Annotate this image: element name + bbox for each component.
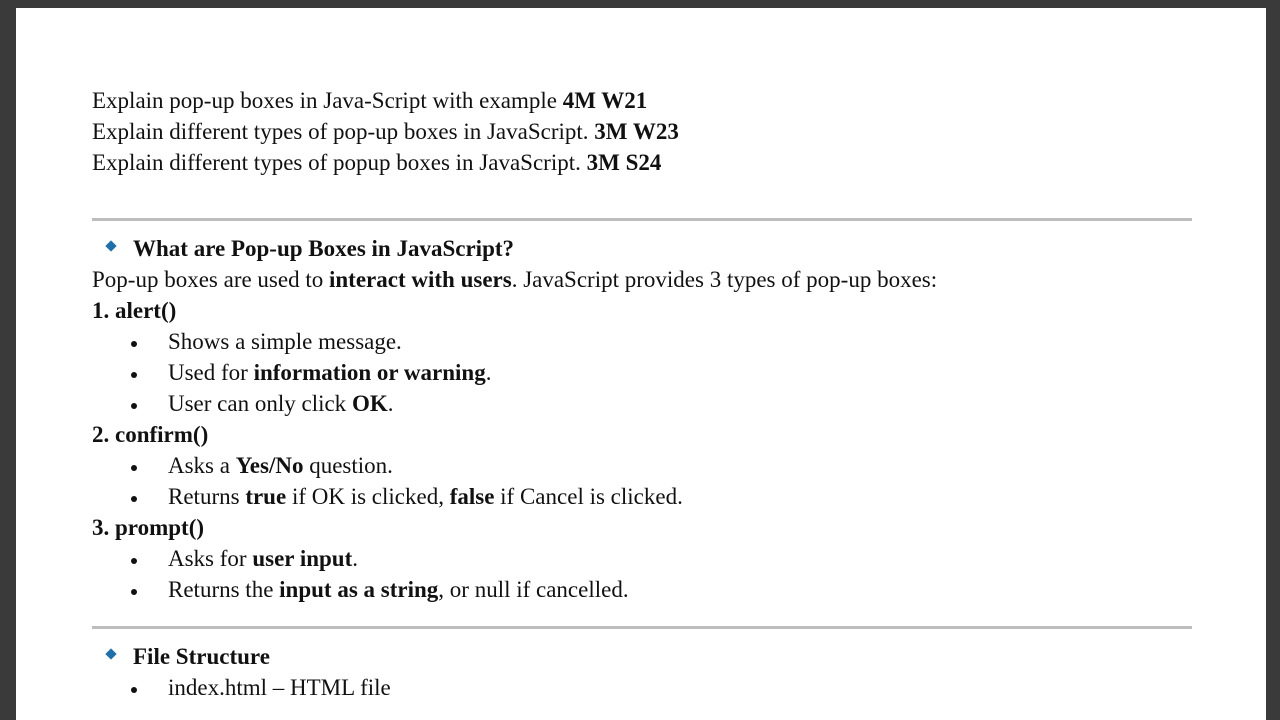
list-item (92, 450, 1192, 481)
section-heading-file-structure (92, 641, 1192, 672)
section-divider (92, 218, 1192, 221)
intro-text: . JavaScript provides 3 types of pop-up boxes: (511, 267, 938, 292)
bullet-text: User can only click (168, 391, 352, 416)
list-item (92, 388, 1192, 419)
bullet-text: Asks a (168, 453, 236, 478)
document-page (16, 8, 1266, 720)
question-line-3 (92, 147, 1192, 178)
item-title-prompt: 3. prompt() (92, 515, 205, 540)
question-line-1 (92, 85, 1192, 116)
bullet-dot-icon (131, 341, 137, 347)
intro-bold: interact with users (329, 267, 512, 292)
bullet-dot-icon (131, 372, 137, 378)
list-item (92, 543, 1192, 574)
bullet-text: , or null if cancelled. (438, 577, 629, 602)
bullet-list-file-structure (92, 672, 1192, 703)
list-item (92, 326, 1192, 357)
bullet-text: index.html – HTML file (168, 675, 391, 700)
bullet-text: Used for (168, 360, 254, 385)
bullet-bold: input as a string (279, 577, 439, 602)
intro-paragraph (92, 264, 1192, 295)
bullet-dot-icon (131, 403, 137, 409)
bullet-text: if Cancel is clicked. (494, 484, 683, 509)
bullet-bold: false (449, 484, 495, 509)
question-line-2 (92, 116, 1192, 147)
diamond-bullet-icon (105, 648, 116, 659)
heading-text: What are Pop-up Boxes in JavaScript? (133, 236, 515, 261)
bullet-list-prompt (92, 543, 1192, 605)
bullet-text: . (485, 360, 492, 385)
bullet-dot-icon (131, 589, 137, 595)
bullet-bold: information or warning (253, 360, 486, 385)
bullet-text: Returns the (168, 577, 280, 602)
bullet-text: Shows a simple message. (168, 329, 402, 354)
question-tag: 4M W21 (562, 88, 648, 113)
bullet-dot-icon (131, 687, 137, 693)
question-text: Explain different types of pop-up boxes in JavaScript. (92, 119, 595, 144)
list-item (92, 672, 1192, 703)
bullet-text: if OK is clicked, (286, 484, 450, 509)
intro-text: Pop-up boxes are used to (92, 267, 329, 292)
bullet-dot-icon (131, 558, 137, 564)
bullet-list-confirm (92, 450, 1192, 512)
section-divider (92, 626, 1192, 629)
list-item (92, 574, 1192, 605)
bullet-dot-icon (131, 496, 137, 502)
item-title-confirm: 2. confirm() (92, 422, 209, 447)
section-heading-popup-boxes (92, 233, 1192, 264)
diamond-bullet-icon (105, 240, 116, 251)
question-text: Explain different types of popup boxes in JavaScript. (92, 150, 587, 175)
question-text: Explain pop-up boxes in Java-Script with example (92, 88, 563, 113)
bullet-bold: user input (252, 546, 353, 571)
list-item (92, 357, 1192, 388)
item-title-alert: 1. alert() (92, 298, 177, 323)
bullet-text: . (387, 391, 394, 416)
question-tag: 3M S24 (586, 150, 662, 175)
bullet-text: question. (303, 453, 393, 478)
heading-text: File Structure (133, 644, 270, 669)
bullet-bold: OK (351, 391, 388, 416)
list-item (92, 481, 1192, 512)
bullet-dot-icon (131, 465, 137, 471)
bullet-bold: Yes/No (235, 453, 304, 478)
bullet-text: . (352, 546, 359, 571)
page-content (92, 85, 1192, 703)
bullet-bold: true (245, 484, 287, 509)
bullet-text: Returns (168, 484, 246, 509)
question-tag: 3M W23 (594, 119, 679, 144)
bullet-text: Asks for (168, 546, 253, 571)
bullet-list-alert (92, 326, 1192, 419)
